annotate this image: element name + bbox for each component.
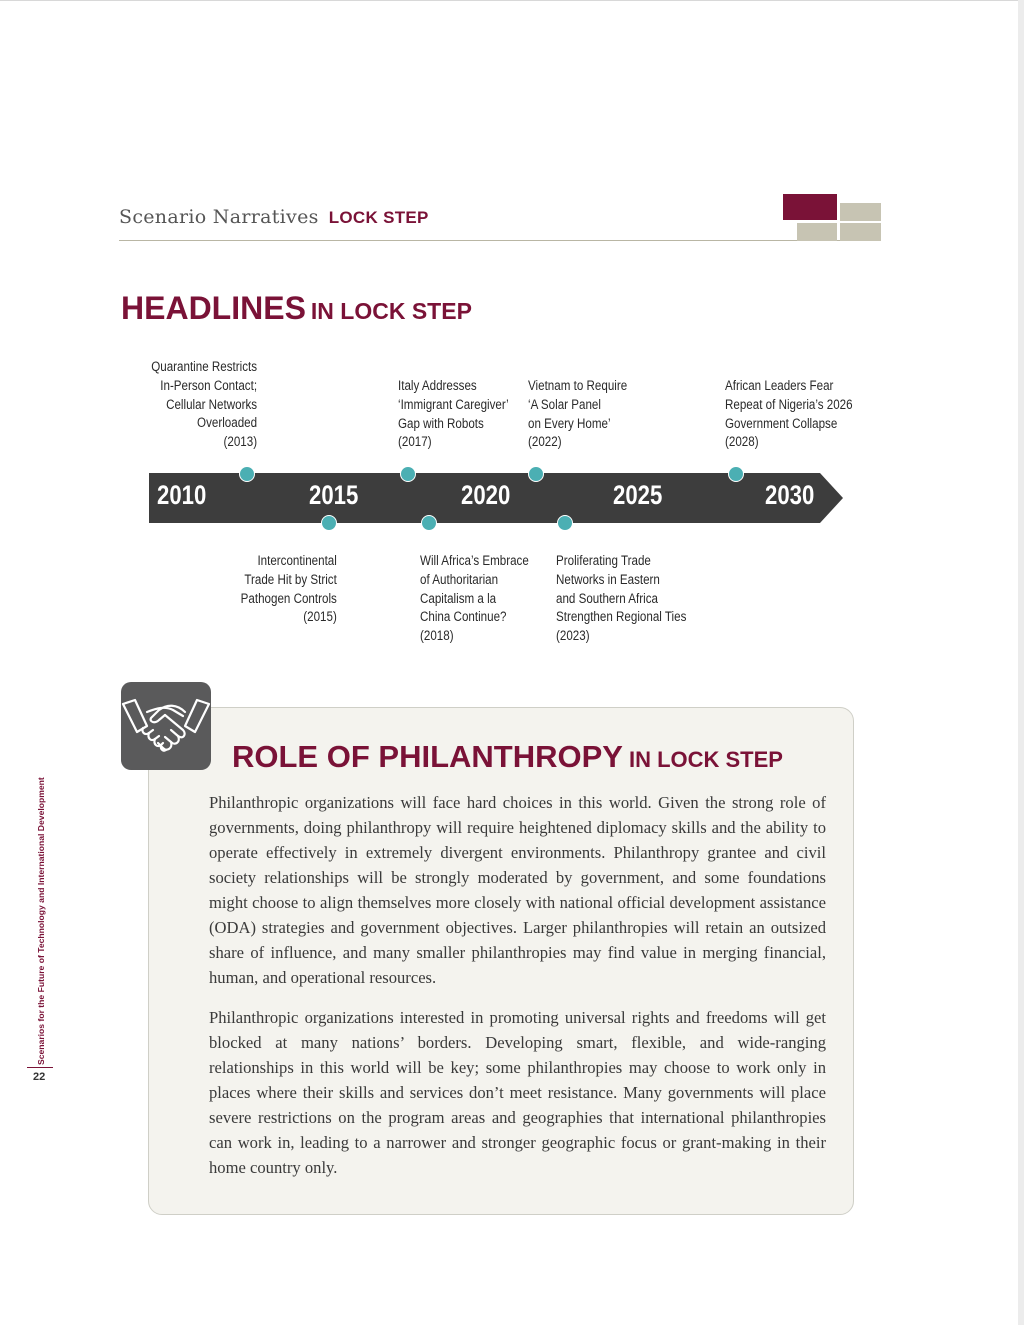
timeline-dot	[239, 466, 255, 482]
year-label: 2020	[461, 480, 511, 510]
section-title: Scenario Narratives	[119, 206, 319, 228]
timeline-event: Will Africa’s Embrace of Authoritarian Capitalism a la China Continue? (2018)	[420, 553, 529, 644]
philanthropy-paragraph: Philanthropic organizations will face hard choices in this world. Given the strong role of governments, doing philanthropy will require heightened diplomacy skills and the ability to operate effectively in extremely divergent environments. Philanthropy grantee and civil society relationships will be strongly moderated by government, and some foundations might choose to align themselves more closely with national official development assistance (ODA) strategies and government objectives. Larger philanthropies will retain an outsized share of influence, and many smaller philanthropies may find value in merging financial, human, and operational resources.	[209, 793, 826, 987]
handshake-badge	[121, 682, 211, 770]
timeline-event: Proliferating Trade Networks in Eastern and Southern Africa Strengthen Regional Ties (2023)	[556, 553, 687, 644]
report-title-vertical: Scenarios for the Future of Technology and International Development	[36, 777, 46, 1065]
timeline-dot	[400, 466, 416, 482]
timeline-dot	[557, 515, 573, 531]
philanthropy-paragraph: Philanthropic organizations interested in promoting universal rights and freedoms will get blocked at many nations’ borders. Developing smart, flexible, and wide-ranging relationships in this world will be key; some philanthropies may choose to work only in places where their skills and services don’t meet resistance. Many governments will place severe restrictions on the program areas and geographies that international philanthropies can work in, leading to a narrower and stronger geographic focus or grant-making in their home country only.	[209, 1008, 826, 1177]
year-label: 2030	[765, 480, 815, 510]
timeline-dot	[728, 466, 744, 482]
philanthropy-title-main: ROLE OF PHILANTHROPY	[232, 739, 623, 774]
year-label: 2025	[613, 480, 663, 510]
timeline-dot	[421, 515, 437, 531]
handshake-icon	[121, 682, 211, 770]
timeline-event: Italy Addresses ‘Immigrant Caregiver’ Gap with Robots (2017)	[398, 378, 509, 450]
timeline-event: Vietnam to Require ‘A Solar Panel on Every Home’ (2022)	[528, 378, 628, 450]
timeline-dot	[321, 515, 337, 531]
timeline-event: Intercontinental Trade Hit by Strict Pathogen Controls (2015)	[240, 553, 337, 625]
timeline-event: Quarantine Restricts In-Person Contact; Cellular Networks Overloaded (2013)	[151, 359, 257, 450]
year-label: 2015	[309, 480, 359, 510]
scenario-name: LOCK STEP	[328, 208, 429, 227]
year-label: 2010	[157, 480, 207, 510]
philanthropy-title-suffix: IN LOCK STEP	[628, 747, 783, 772]
headlines-title-suffix: IN LOCK STEP	[310, 298, 472, 324]
headlines-title-main: HEADLINES	[121, 290, 306, 326]
footer-rule	[27, 1067, 53, 1068]
philanthropy-heading	[232, 739, 783, 775]
page-number: 22	[33, 1071, 46, 1083]
timeline-event: African Leaders Fear Repeat of Nigeria’s 2026 Government Collapse (2028)	[725, 378, 853, 450]
timeline-dot	[528, 466, 544, 482]
